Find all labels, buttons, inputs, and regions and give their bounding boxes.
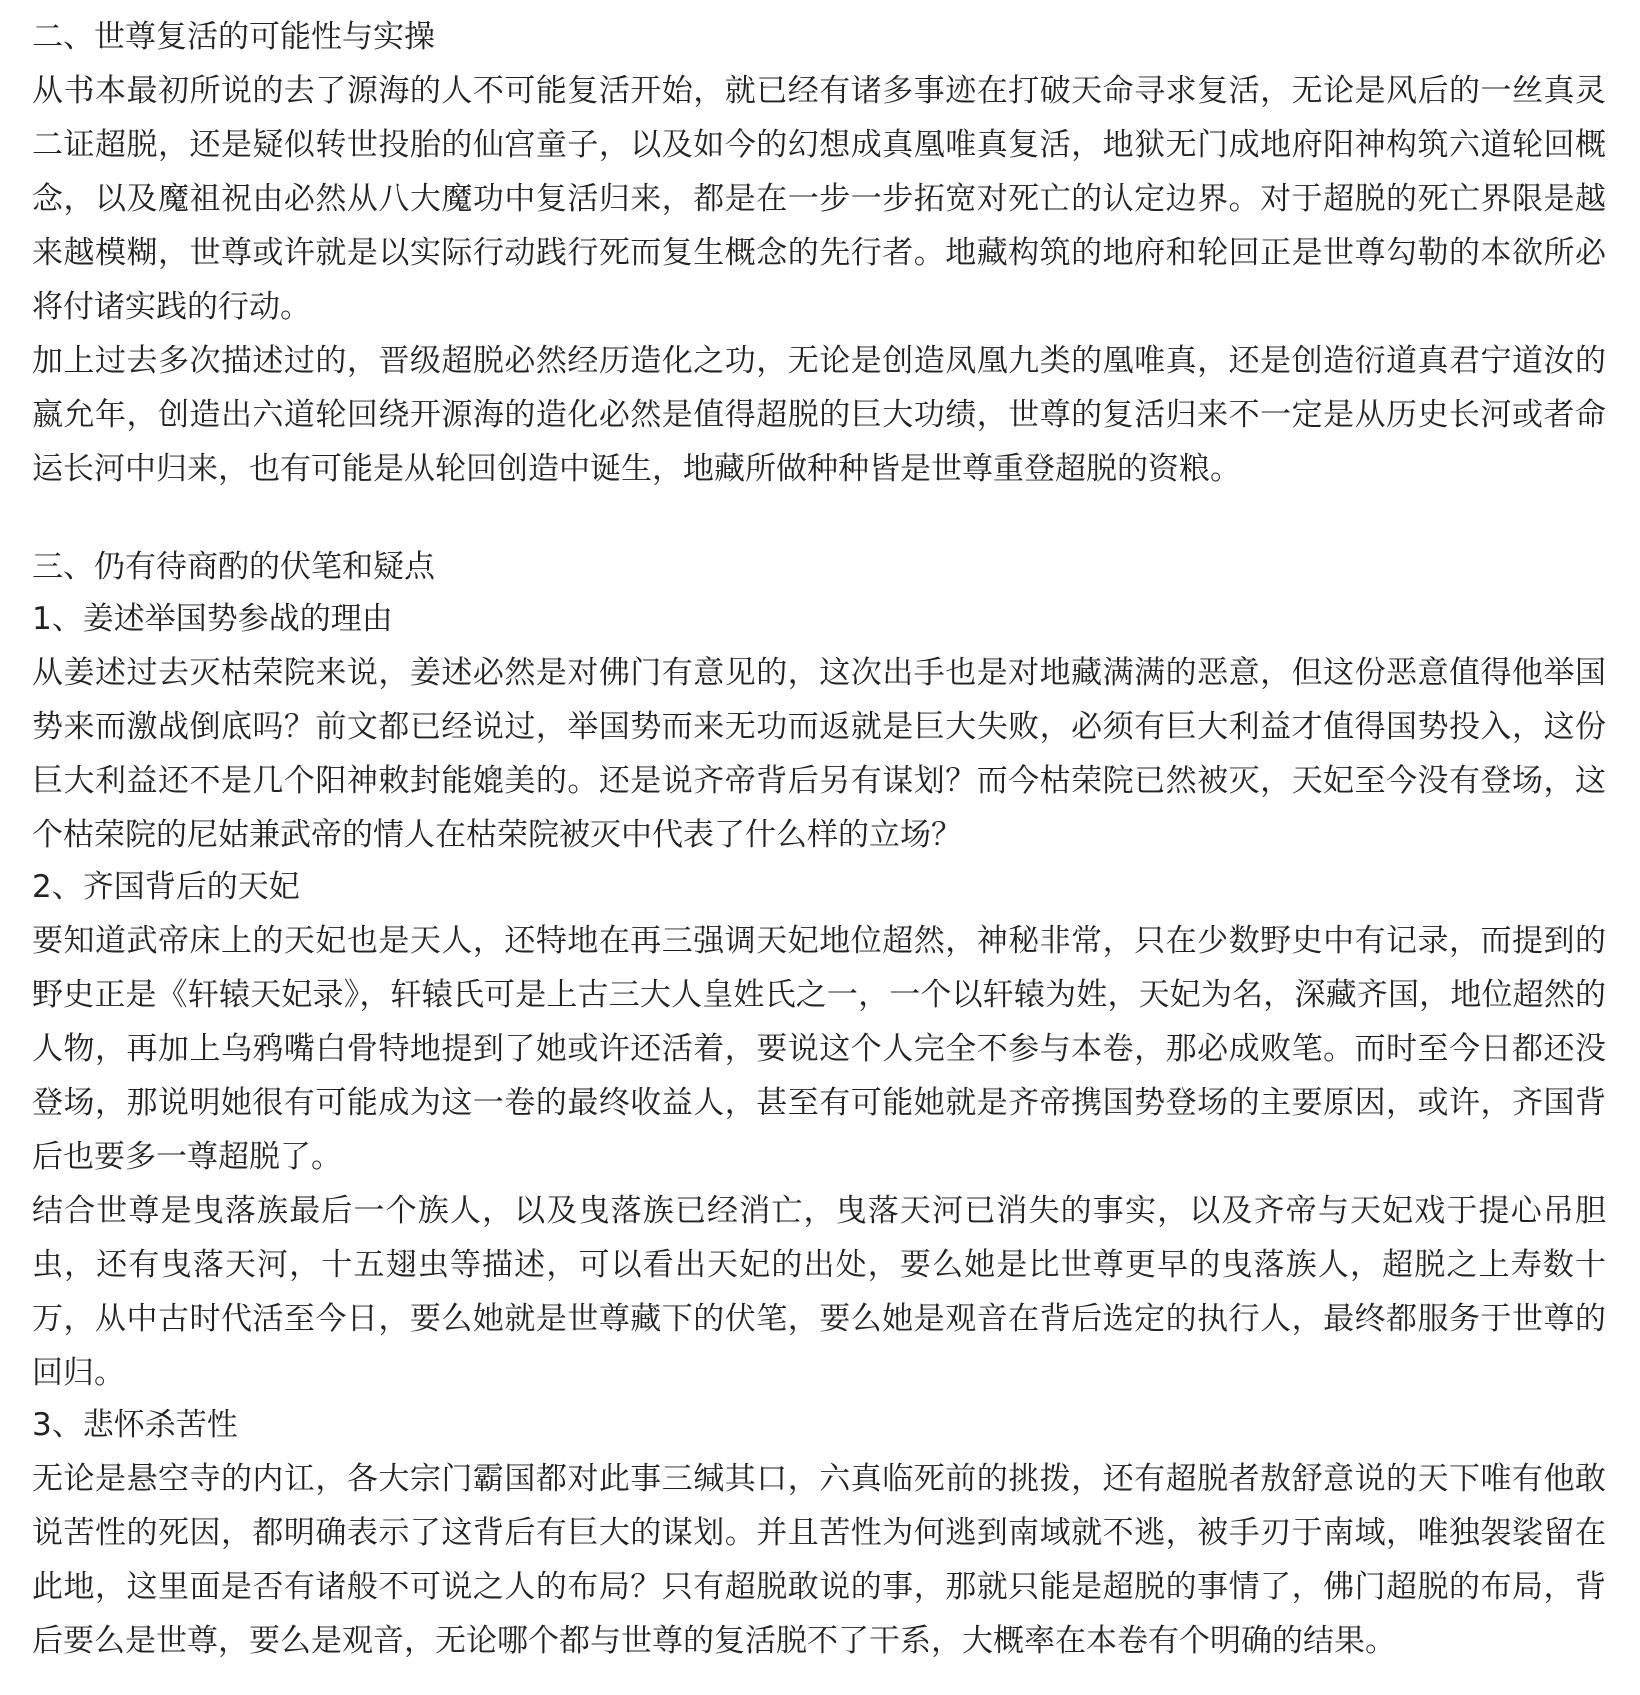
section-three	[32, 542, 1606, 1668]
paragraph: 要知道武帝床上的天妃也是天人，还特地在再三强调天妃地位超然，神秘非常，只在少数野史中有记录，而提到的野史正是《轩辕天妃录》，轩辕氏可是上古三大人皇姓氏之一，一个以轩辕为姓，天妃为名，深藏齐国，地位超然的人物，再加上乌鸦嘴白骨特地提到了她或许还活着，要说这个人完全不参与本卷，那必成败笔。而时至今日都还没登场，那说明她很有可能成为这一卷的最终收益人，甚至有可能她就是齐帝携国势登场的主要原因，或许，齐国背后也要多一尊超脱了。	[32, 923, 1606, 1175]
section-two	[32, 12, 1606, 496]
section-heading: 二、世尊复活的可能性与实操	[32, 19, 435, 55]
subsection-3	[32, 1400, 1606, 1668]
paragraph: 加上过去多次描述过的，晋级超脱必然经历造化之功，无论是创造凤凰九类的凰唯真，还是创造衍道真君宁道汝的嬴允年，创造出六道轮回绕开源海的造化必然是值得超脱的巨大功绩，世尊的复活归来不一定是从历史长河或者命运长河中归来，也有可能是从轮回创造中诞生，地藏所做种种皆是世尊重登超脱的资粮。	[32, 343, 1606, 487]
section-spacer	[32, 496, 1606, 542]
paragraph: 从姜述过去灭枯荣院来说，姜述必然是对佛门有意见的，这次出手也是对地藏满满的恶意，但这份恶意值得他举国势来而激战倒底吗？前文都已经说过，举国势而来无功而返就是巨大失败，必须有巨大利益才值得国势投入，这份巨大利益还不是几个阳神敕封能媲美的。还是说齐帝背后另有谋划？而今枯荣院已然被灭，天妃至今没有登场，这个枯荣院的尼姑兼武帝的情人在枯荣院被灭中代表了什么样的立场？	[32, 655, 1606, 853]
section-heading: 三、仍有待商酌的伏笔和疑点	[32, 549, 435, 585]
subsection-heading: 3、悲怀杀苦性	[32, 1407, 238, 1443]
subsection-heading: 1、姜述举国势参战的理由	[32, 601, 393, 637]
paragraph: 结合世尊是曳落族最后一个族人，以及曳落族已经消亡，曳落天河已消失的事实，以及齐帝与天妃戏于提心吊胆虫，还有曳落天河，十五翅虫等描述，可以看出天妃的出处，要么她是比世尊更早的曳落族人，超脱之上寿数十万，从中古时代活至今日，要么她就是世尊藏下的伏笔，要么她是观音在背后选定的执行人，最终都服务于世尊的回归。	[32, 1193, 1606, 1391]
subsection-heading: 2、齐国背后的天妃	[32, 869, 300, 905]
subsection-1	[32, 594, 1606, 862]
paragraph: 从书本最初所说的去了源海的人不可能复活开始，就已经有诸多事迹在打破天命寻求复活，无论是风后的一丝真灵二证超脱，还是疑似转世投胎的仙宫童子，以及如今的幻想成真凰唯真复活，地狱无门成地府阳神构筑六道轮回概念，以及魔祖祝由必然从八大魔功中复活归来，都是在一步一步拓宽对死亡的认定边界。对于超脱的死亡界限是越来越模糊，世尊或许就是以实际行动践行死而复生概念的先行者。地藏构筑的地府和轮回正是世尊勾勒的本欲所必将付诸实践的行动。	[32, 73, 1606, 325]
subsection-2	[32, 862, 1606, 1400]
paragraph: 无论是悬空寺的内讧，各大宗门霸国都对此事三缄其口，六真临死前的挑拨，还有超脱者敖舒意说的天下唯有他敢说苦性的死因，都明确表示了这背后有巨大的谋划。并且苦性为何逃到南域就不逃，被手刃于南域，唯独袈裟留在此地，这里面是否有诸般不可说之人的布局？只有超脱敢说的事，那就只能是超脱的事情了，佛门超脱的布局，背后要么是世尊，要么是观音，无论哪个都与世尊的复活脱不了干系，大概率在本卷有个明确的结果。	[32, 1461, 1606, 1659]
